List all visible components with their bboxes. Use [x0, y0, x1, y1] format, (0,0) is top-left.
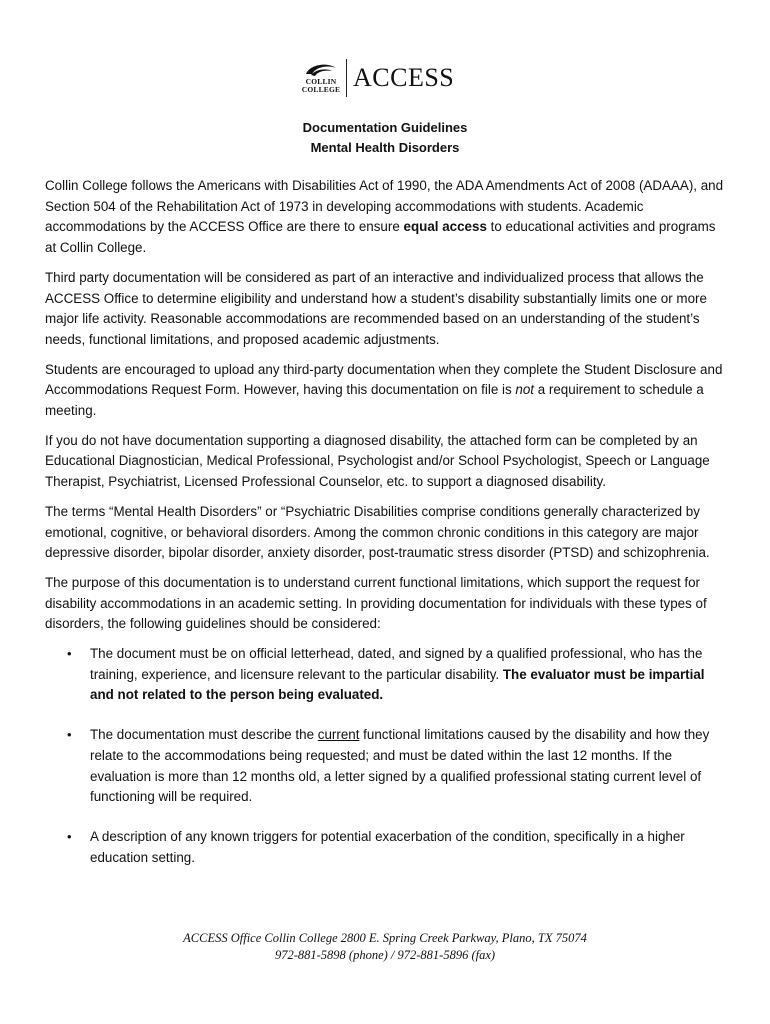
not-emphasis: not — [515, 382, 535, 398]
guidelines-list — [45, 644, 729, 868]
collin-swoosh-icon — [302, 62, 340, 78]
list-item: • The document must be on official letterhead, dated, and signed by a qualified professional, who has the training, experience, and licensure relevant to the particular disability. The evaluator must be impartial and not related to the person being evaluated. — [67, 646, 705, 703]
bullet-icon: • — [67, 828, 72, 844]
list-item: • The documentation must describe the current functional limitations caused by the disability and how they relate to the accommodations being requested; and must be dated within the last 12 months. If the evaluation is more than 12 months old, a letter signed by a qualified professional stating current level of functioning will be required. — [67, 727, 710, 805]
paragraph-terms: The terms “Mental Health Disorders” or “Psychiatric Disabilities comprise conditions generally characterized by emotional, cognitive, or behavioral disorders. Among the common chronic conditions in this category are major depressive disorder, bipolar disorder, anxiety disorder, post-traumatic stress disorder (PTSD) and schizophrenia. — [45, 503, 710, 561]
current-emphasis: current — [317, 727, 360, 743]
collin-college-wordmark — [298, 78, 344, 94]
document-title: Documentation Guidelines — [302, 120, 468, 135]
paragraph-intro: Collin College follows the Americans with Disabilities Act of 1990, the ADA Amendments Act of 2008 (ADAAA), and Section 504 of the Rehabilitation Act of 1973 in developing accommodations with students. Academic accommodations by the ACCESS Office are there to ensure equal access to educational activities and programs at Collin College. — [45, 178, 724, 256]
evaluator-emphasis: The evaluator must be impartial and not related to the person being evaluated. — [90, 666, 705, 703]
equal-access-emphasis: equal access — [403, 219, 487, 235]
paragraph-purpose: The purpose of this documentation is to understand current functional limitations, which support the request for disability accommodations in an academic setting. In providing documentation for individuals with these types of disorders, the following guidelines should be considered: — [45, 574, 707, 632]
paragraph-third-party: Third party documentation will be considered as part of an interactive and individualized process that allows the ACCESS Office to determine eligibility and understand how a student’s disability substantially limits one or more major life activity. Reasonable accommodations are recommended based on an understanding of the student’s needs, functional limitations, and proposed academic adjustments. — [45, 269, 707, 347]
document-subtitle: Mental Health Disorders — [310, 140, 460, 155]
logo-divider — [346, 59, 347, 97]
page-footer — [0, 930, 770, 964]
college-line2: COLLEGE — [301, 85, 341, 94]
college-line1: COLLIN — [305, 77, 337, 86]
collin-college-logo — [298, 60, 344, 96]
paragraph-upload: Students are encouraged to upload any third-party documentation when they complete the Student Disclosure and Accommodations Request Form. However, having this documentation on file is not a requirement to schedule a meeting. — [45, 361, 723, 419]
document-body — [45, 176, 729, 887]
bullet-icon: • — [67, 727, 72, 743]
access-wordmark: ACCESS — [353, 63, 455, 92]
access-logo — [298, 58, 454, 98]
bullet-icon: • — [67, 646, 72, 662]
paragraph-no-documentation: If you do not have documentation supporting a diagnosed disability, the attached form can be completed by an Educational Diagnostician, Medical Professional, Psychologist and/or School Psychologist, Speech or Language Therapist, Psychiatrist, Licensed Professional Counselor, etc. to support a diagnosed disability. — [45, 432, 710, 490]
list-item: • A description of any known triggers for potential exacerbation of the condition, specifically in a higher education setting. — [67, 828, 685, 865]
footer-address: ACCESS Office Collin College 2800 E. Spring Creek Parkway, Plano, TX 75074 — [183, 931, 587, 945]
footer-phone: 972-881-5898 (phone) / 972-881-5896 (fax) — [274, 948, 496, 962]
